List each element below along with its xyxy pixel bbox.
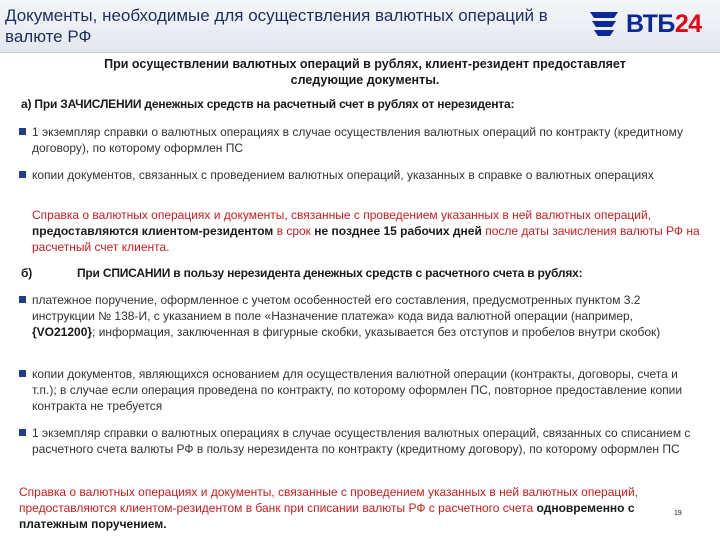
section-b-title-text: При СПИСАНИИ в пользу нерезидента денежных средств с расчетного счета в рублях: xyxy=(77,266,583,280)
operation-code: {VO21200} xyxy=(32,325,93,339)
list-item xyxy=(19,124,699,156)
list-item-text xyxy=(19,292,699,340)
note-text: в срок xyxy=(273,224,315,238)
bullet-square-icon xyxy=(19,171,26,178)
list-item-text: 1 экземпляр справки о валютных операциях в случае осуществления валютных операций, связанных со списанием с расчетного счета валюты РФ в пользу нерезидента по контракту (кредитному договору), по которому оформлен ПС xyxy=(32,426,691,456)
list-item xyxy=(19,366,699,414)
slide-content xyxy=(0,52,720,540)
bullet-square-icon xyxy=(19,429,26,436)
note-text: Справка о валютных операциях и документы, связанные с проведением указанных в ней валютных операций, предоставляются клиентом-резидентом в банк при списании валюты РФ с расчетного счета xyxy=(19,485,638,515)
vtb-logo-mark-icon xyxy=(588,8,622,38)
list-item xyxy=(19,425,699,457)
note-text: Справка о валютных операциях и документы, связанные с проведением указанных в ней валютных операций, xyxy=(32,208,651,222)
slide-title: Документы, необходимые для осуществления валютных операций в валюте РФ xyxy=(5,6,548,46)
list-item xyxy=(19,167,699,183)
section-b-letter: б) xyxy=(21,266,33,280)
note-emphasis: предоставляются клиентом-резидентом xyxy=(32,224,274,238)
list-item-text: 1 экземпляр справки о валютных операциях в случае осуществления валютных операций по контракту (кредитному договору), по которому оформлен ПС xyxy=(32,125,683,155)
vtb24-logo xyxy=(588,6,718,46)
section-b-title xyxy=(21,266,582,281)
logo-number: 24 xyxy=(674,10,702,38)
note-emphasis: не позднее 15 рабочих дней xyxy=(314,224,482,238)
list-item-text: копии документов, связанных с проведением валютных операций, указанных в справке о валютных операциях xyxy=(32,168,654,182)
note-emphasis: одновременно с платежным поручением. xyxy=(19,501,635,531)
logo-text xyxy=(626,10,702,39)
section-a-title: а) При ЗАЧИСЛЕНИИ денежных средств на расчетный счет в рублях от нерезидента: xyxy=(21,97,515,111)
intro-text: При осуществлении валютных операций в рублях, клиент-резидент предоставляет следующие документы. xyxy=(104,57,626,87)
list-item-text: копии документов, являющихся основанием для осуществления валютной операции (контракты, договоры, счета и т.п.); в случае если операция проведена по контракту, по которому оформлен ПС, повторное предоставление копии контракта не требуется xyxy=(32,367,683,413)
bullet-square-icon xyxy=(19,128,26,135)
page-number: 19 xyxy=(674,510,682,517)
section-b-note xyxy=(19,484,667,532)
slide-header xyxy=(0,0,720,53)
section-a-note xyxy=(32,207,700,255)
list-item xyxy=(19,292,699,340)
item-text: платежное поручение, оформленное с учетом особенностей его составления, предусмотренных пунктом 3.2 инструкции № 138-И, с указанием в поле «Назначение платежа» кода вида валютной операции (например, xyxy=(32,293,641,323)
item-text: ; информация, заключенная в фигурные скобки, указывается без отступов и пробелов внутри скобок) xyxy=(92,325,661,339)
bullet-square-icon xyxy=(19,370,26,377)
logo-letters: ВТБ xyxy=(626,10,675,38)
bullet-square-icon xyxy=(19,296,26,303)
note-text: после даты зачисления валюты РФ на расчетный счет клиента. xyxy=(32,224,700,254)
